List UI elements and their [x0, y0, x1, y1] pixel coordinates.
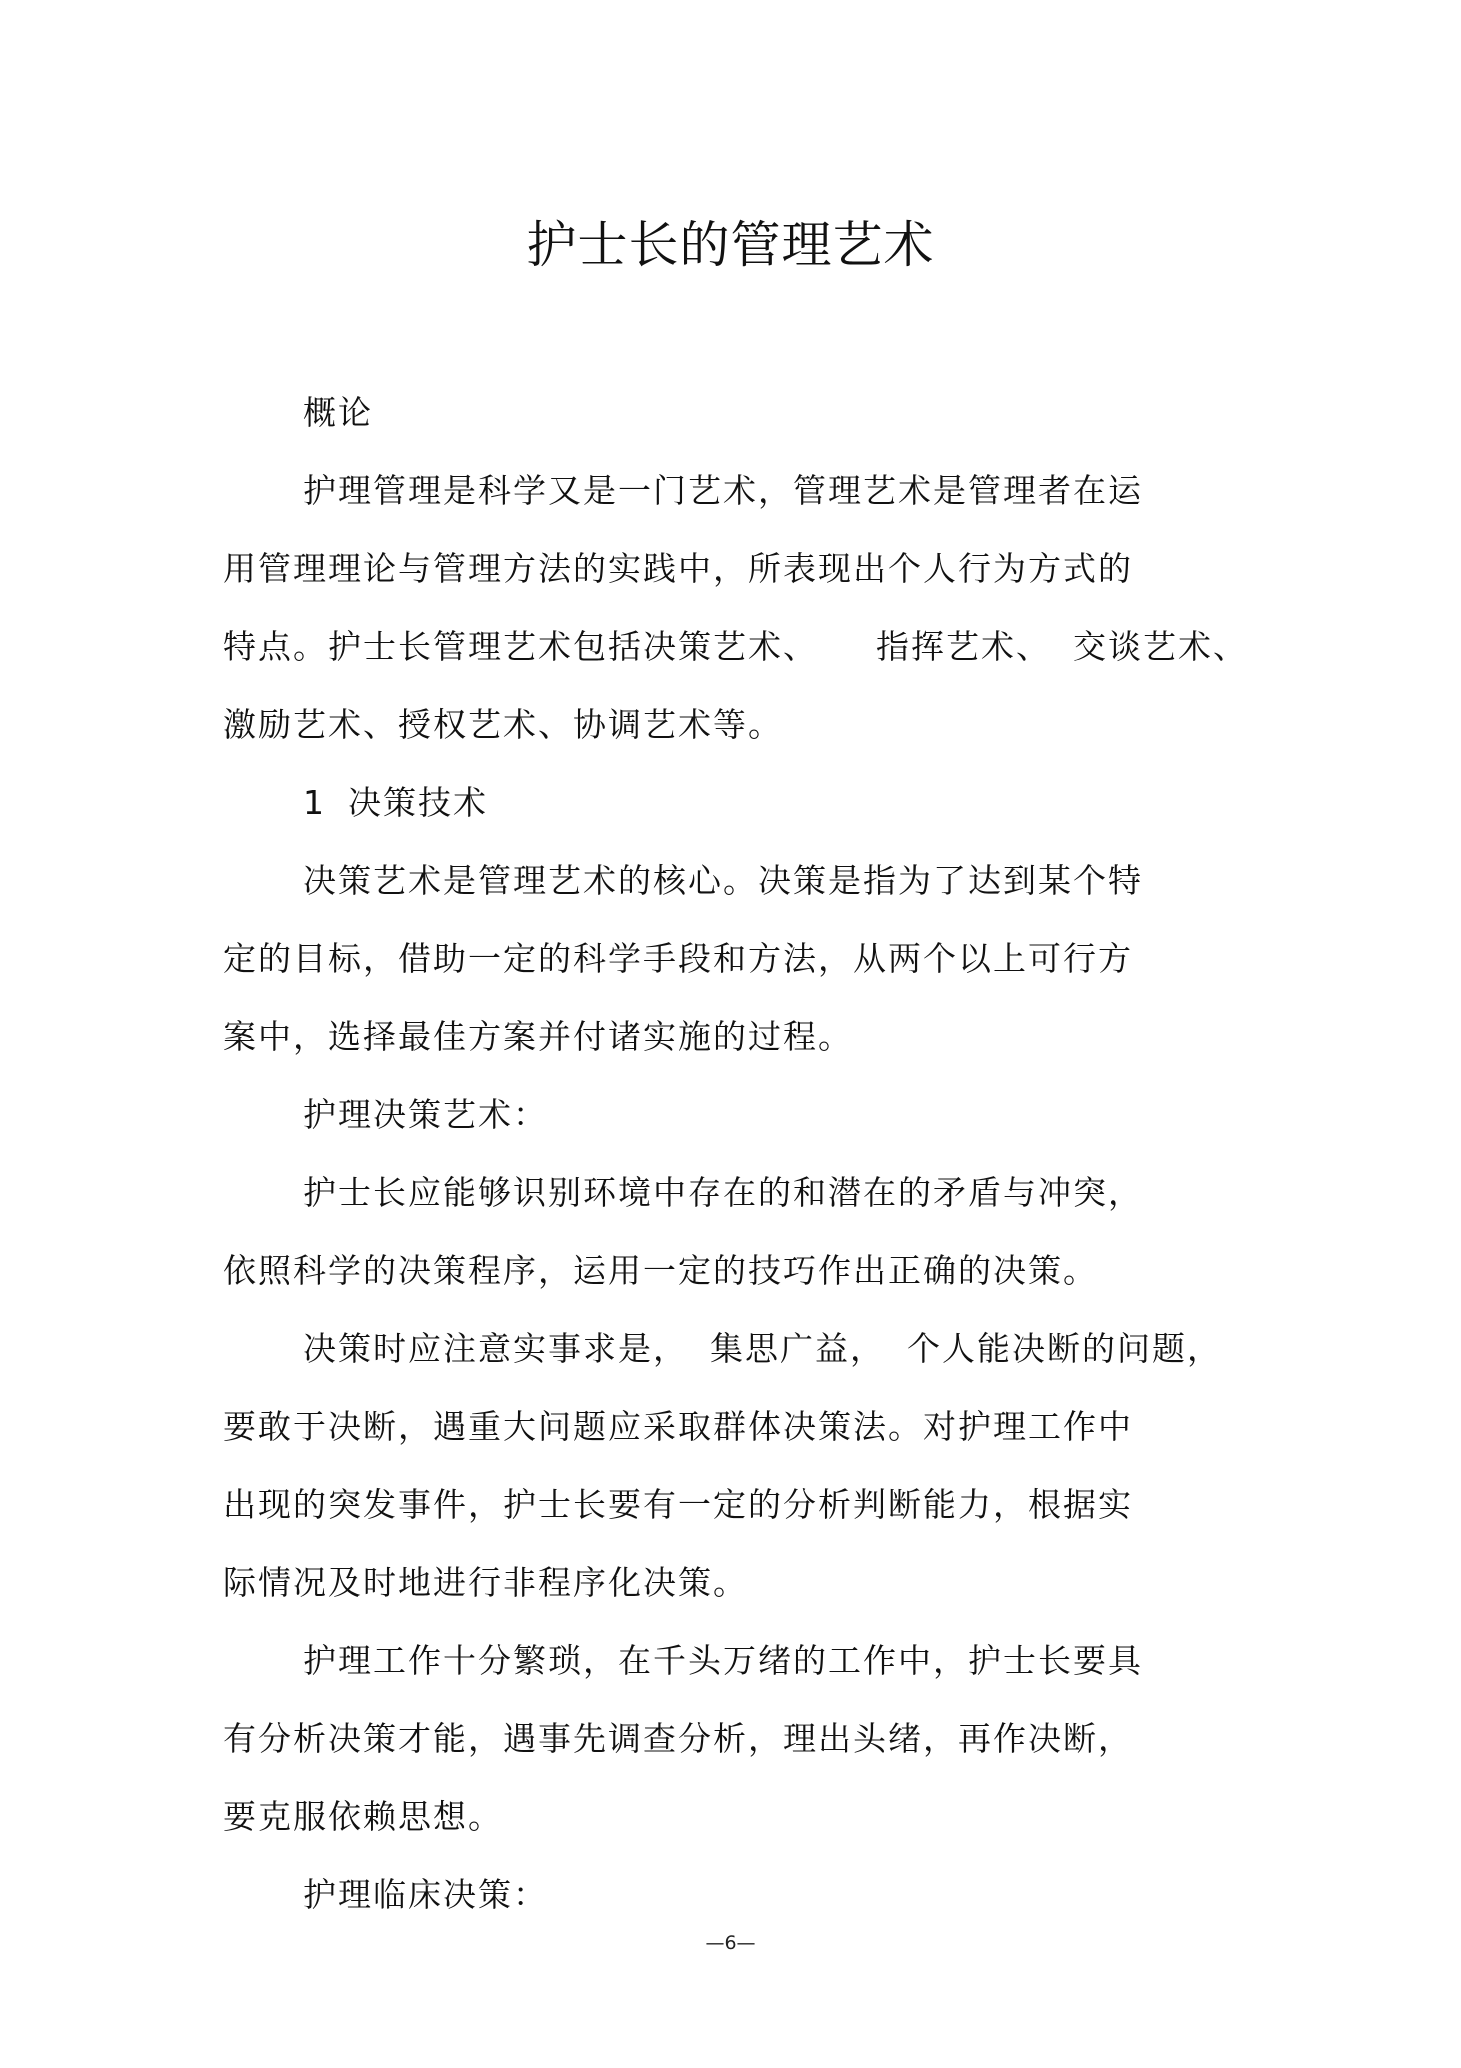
paragraph-line: 有分析决策才能，遇事先调查分析，理出头绪，再作决断， — [223, 1719, 1133, 1758]
subheading: 护理临床决策： — [303, 1875, 548, 1914]
text-segment: 决策时应注意实事求是， — [303, 1329, 688, 1368]
paragraph-line: 护士长应能够识别环境中存在的和潜在的矛盾与冲突， — [303, 1173, 1143, 1212]
paragraph-line: 定的目标，借助一定的科学手段和方法，从两个以上可行方 — [223, 939, 1133, 978]
paragraph-line: 要敢于决断，遇重大问题应采取群体决策法。对护理工作中 — [223, 1407, 1133, 1446]
section-number: 1 — [303, 783, 326, 822]
section-title: 决策技术 — [348, 783, 488, 822]
paragraph-line: 用管理理论与管理方法的实践中，所表现出个人行为方式的 — [223, 549, 1133, 588]
text-segment: 集思广益， — [710, 1329, 885, 1368]
text-segment: 交谈艺术、 — [1073, 627, 1248, 666]
subheading: 护理决策艺术： — [303, 1095, 548, 1134]
text-segment: 个人能决断的问题， — [907, 1329, 1222, 1368]
paragraph-line: 依照科学的决策程序，运用一定的技巧作出正确的决策。 — [223, 1251, 1098, 1290]
paragraph-line: 案中，选择最佳方案并付诸实施的过程。 — [223, 1017, 853, 1056]
document-title: 护士长的管理艺术 — [526, 216, 935, 274]
paragraph-line: 护理工作十分繁琐，在千头万绪的工作中，护士长要具 — [303, 1641, 1143, 1680]
section-heading-decision — [303, 781, 488, 825]
paragraph-line — [303, 1327, 1222, 1371]
paragraph-line: 出现的突发事件，护士长要有一定的分析判断能力，根据实 — [223, 1485, 1133, 1524]
section-heading-overview: 概论 — [303, 393, 373, 432]
paragraph-line: 决策艺术是管理艺术的核心。决策是指为了达到某个特 — [303, 861, 1143, 900]
paragraph-line: 护理管理是科学又是一门艺术，管理艺术是管理者在运 — [303, 471, 1143, 510]
text-segment: 指挥艺术、 — [876, 627, 1051, 666]
page-number: —6— — [705, 1932, 756, 1954]
paragraph-line: 激励艺术、授权艺术、协调艺术等。 — [223, 705, 783, 744]
paragraph-line — [223, 625, 1248, 669]
paragraph-line: 要克服依赖思想。 — [223, 1797, 503, 1836]
text-segment: 特点。护士长管理艺术包括决策艺术、 — [223, 627, 818, 666]
paragraph-line: 际情况及时地进行非程序化决策。 — [223, 1563, 748, 1602]
